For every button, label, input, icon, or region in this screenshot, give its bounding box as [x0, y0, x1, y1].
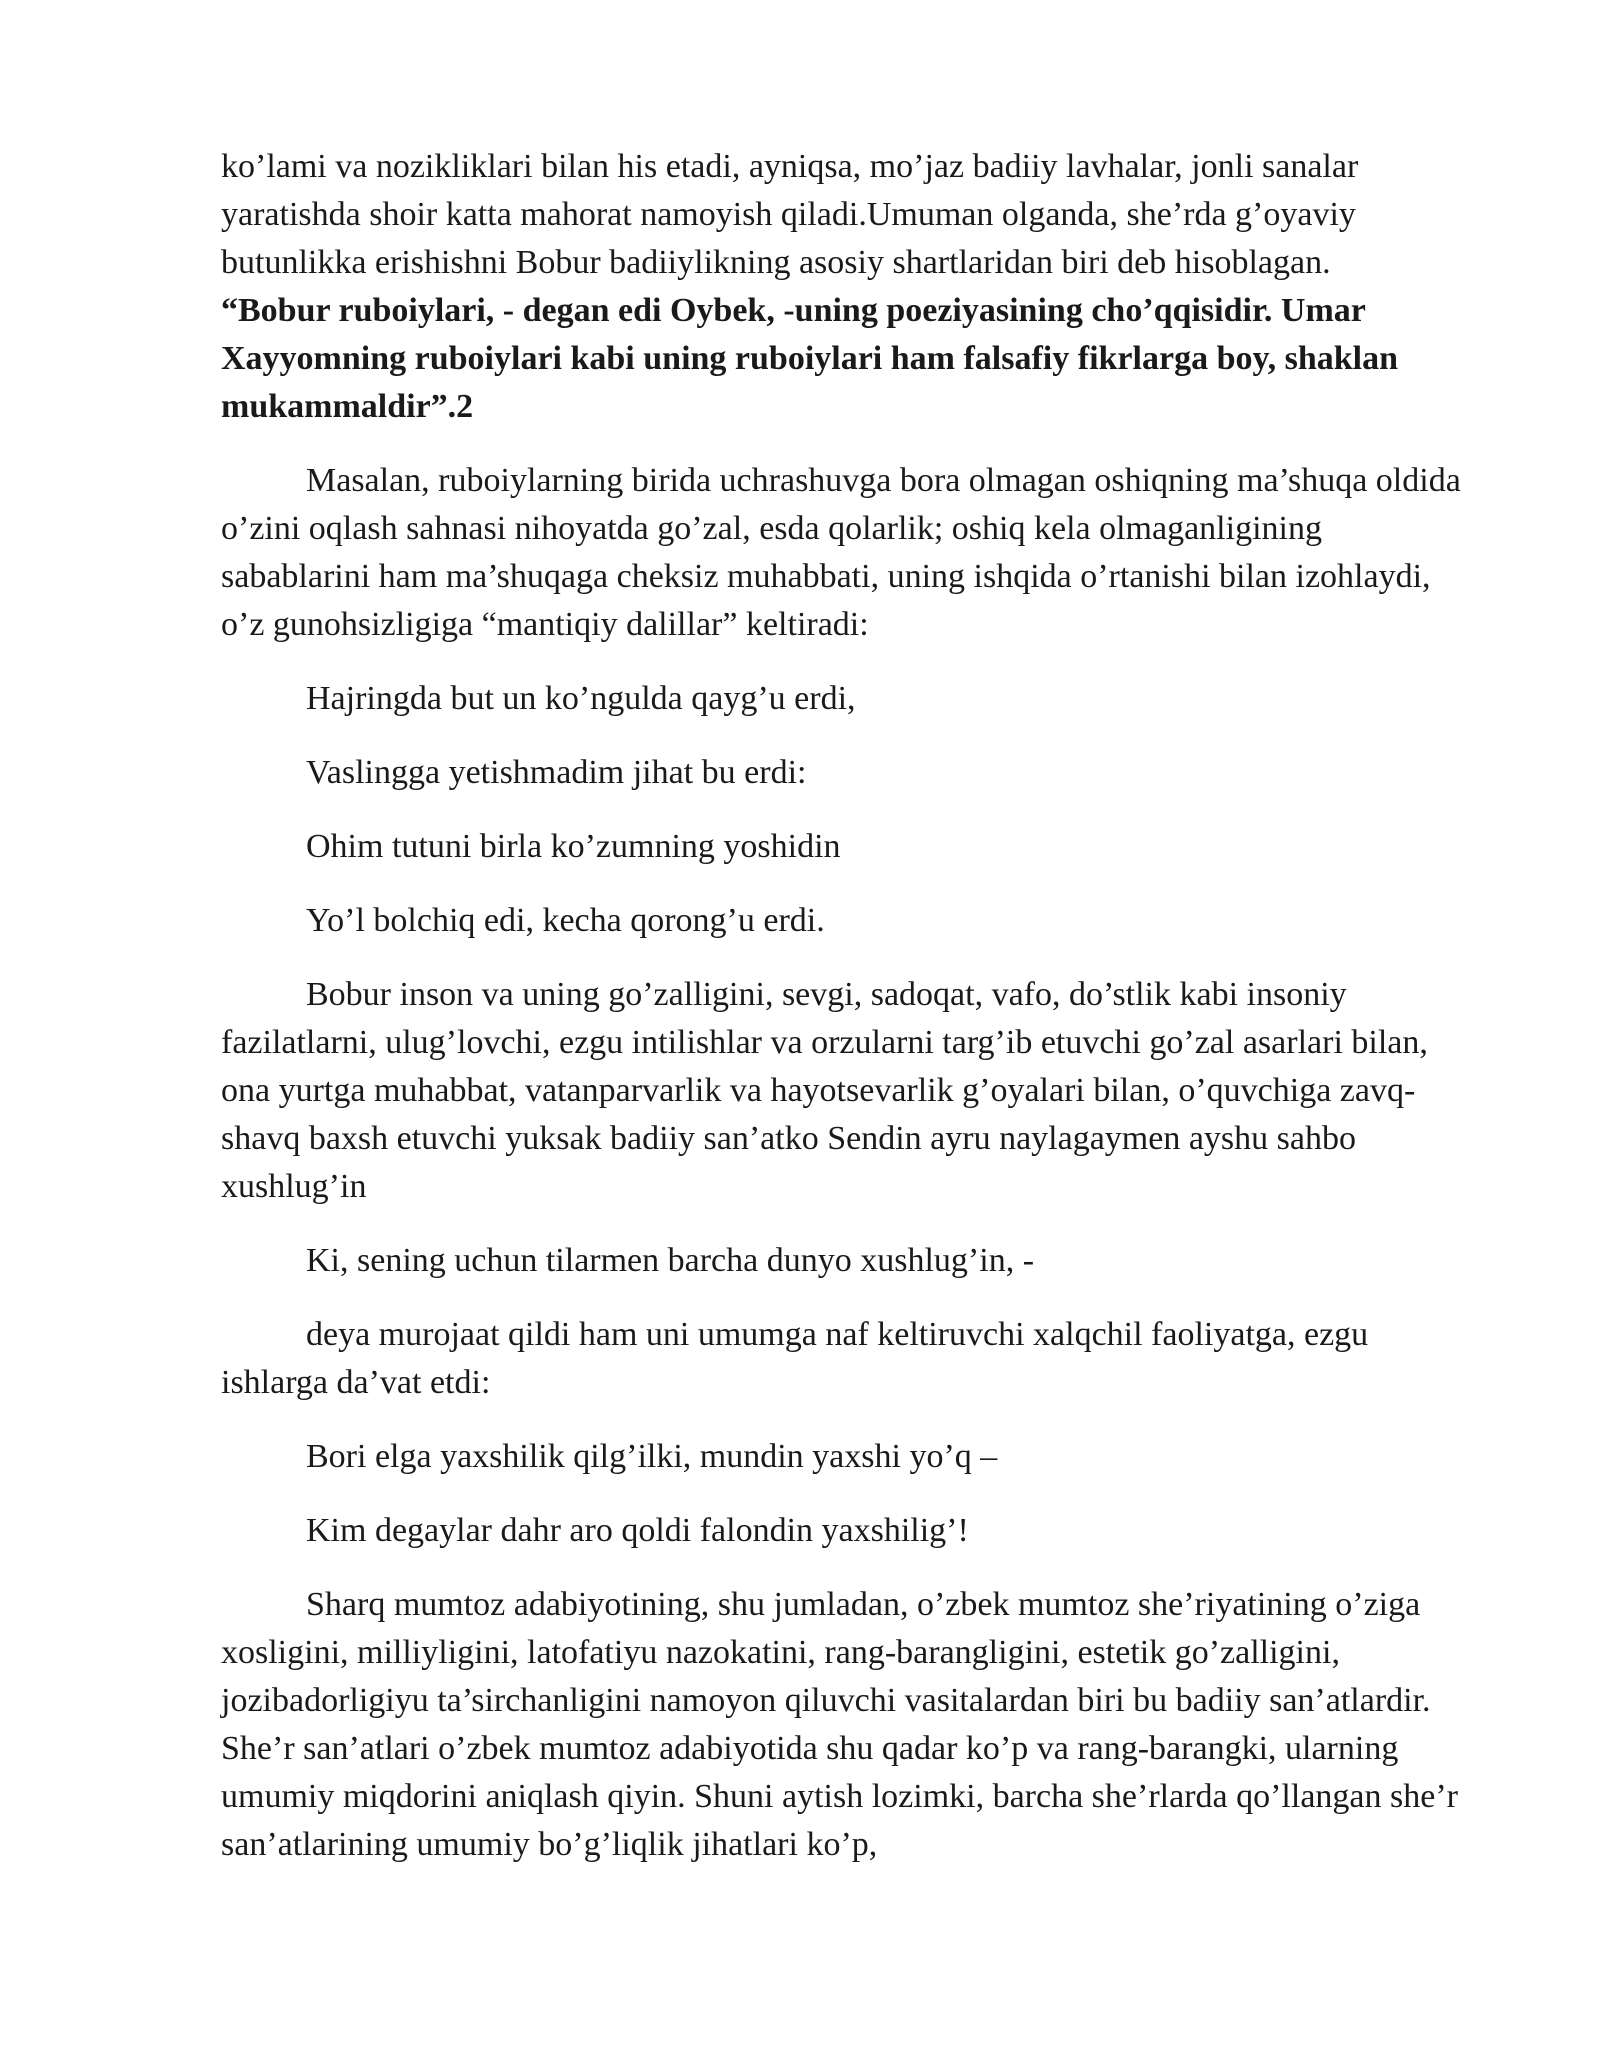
verse-line: Vaslingga yetishmadim jihat bu erdi: — [306, 754, 807, 791]
document-body — [221, 143, 1471, 1869]
paragraph-masalan: Masalan, ruboiylarning birida uchrashuvga bora olmagan oshiqning ma’shuqa oldida o’zini oqlash sahnasi nihoyatda go’zal, esda qolarlik; oshiq kela olmaganligining sabablarini ham ma’shuqaga cheksiz muhabbati, uning ishqida o’rtanishi bilan izohlaydi, o’z gunohsizligiga “mantiqiy dalillar” keltiradi: — [221, 462, 1461, 643]
verse-line: Ohim tutuni birla ko’zumning yoshidin — [306, 828, 841, 865]
paragraph-sharq: Sharq mumtoz adabiyotining, shu jumladan, o’zbek mumtoz she’riyatining o’ziga xosligini, milliyligini, latofatiyu nazokatini, rang-barangligini, estetik go’zalligini, jozibadorligiyu ta’sirchanligini namoyon qiluvchi vasitalardan biri bu badiiy san’atlardir. She’r san’atlari o’zbek mumtoz adabiyotida shu qadar ko’p va rang-barangki, ularning umumiy miqdorini aniqlash qiyin. Shuni aytish lozimki, barcha she’rlarda qo’llangan she’r san’atlarining umumiy bo’g’liqlik jihatlari ko’p, — [221, 1586, 1458, 1863]
paragraph-bobur: Bobur inson va uning go’zalligini, sevgi, sadoqat, vafo, do’stlik kabi insoniy fazilatlarni, ulug’lovchi, ezgu intilishlar va orzularni targ’ib etuvchi go’zal asarlari bilan, ona yurtga muhabbat, vatanparvarlik va hayotsevarlik g’oyalari bilan, o’quvchiga zavq-shavq baxsh etuvchi yuksak badiiy san’atko Sendin ayru naylagaymen ayshu sahbo xushlug’in — [221, 976, 1428, 1205]
verse-line: Ki, sening uchun tilarmen barcha dunyo xushlug’in, - — [306, 1242, 1035, 1279]
paragraph-intro: ko’lami va nozikliklari bilan his etadi, ayniqsa, mo’jaz badiiy lavhalar, jonli sanalar yaratishda shoir katta mahorat namoyish qiladi.Umuman olganda, she’rda g’oyaviy butunlikka erishishni Bobur badiiylikning asosiy shartlaridan biri deb hisoblagan. — [221, 148, 1359, 281]
verse-line: Kim degaylar dahr aro qoldi falondin yaxshilig’! — [306, 1512, 969, 1549]
verse-line: Bori elga yaxshilik qilg’ilki, mundin yaxshi yo’q – — [306, 1438, 998, 1475]
oybek-quote: “Bobur ruboiylari, - degan edi Oybek, -uning poeziyasining cho’qqisidir. Umar Xayyomning ruboiylari kabi uning ruboiylari ham falsafiy fikrlarga boy, shaklan mukammaldir”.2 — [221, 292, 1399, 425]
verse-line: Yo’l bolchiq edi, kecha qorong’u erdi. — [306, 902, 825, 939]
paragraph-deya: deya murojaat qildi ham uni umumga naf keltiruvchi xalqchil faoliyatga, ezgu ishlarga da’vat etdi: — [221, 1316, 1369, 1401]
verse-line: Hajringda but un ko’ngulda qayg’u erdi, — [306, 680, 856, 717]
